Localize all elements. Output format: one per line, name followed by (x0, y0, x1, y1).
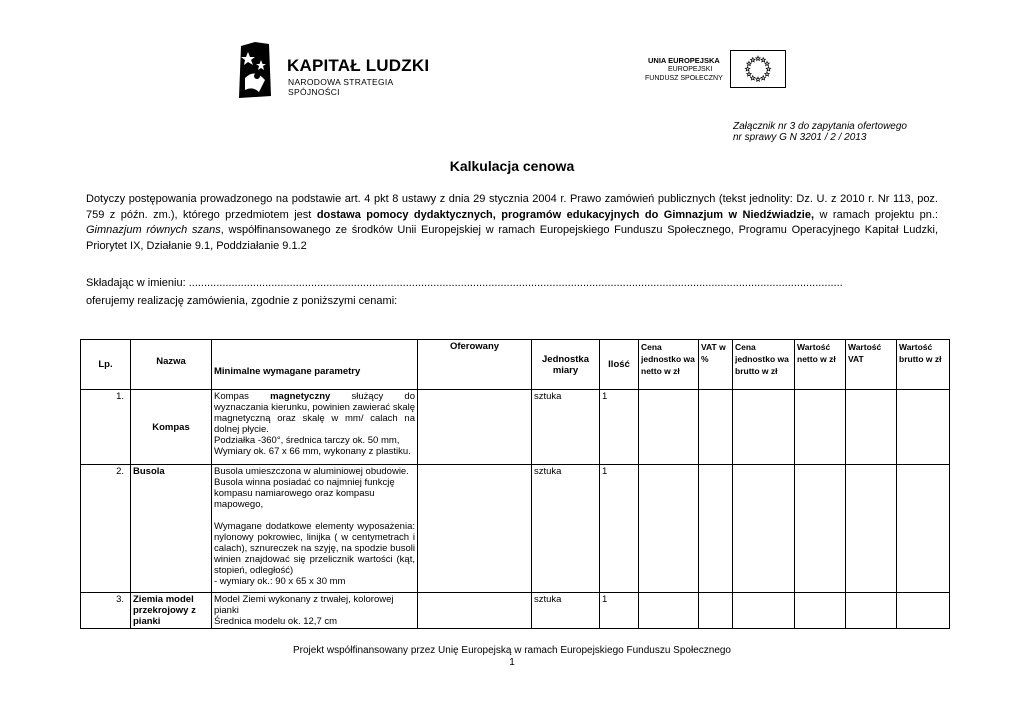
row-name: Kompas (131, 390, 212, 465)
vat-value-input-cell[interactable] (846, 465, 897, 593)
row-params-text-a: Model Ziemi wykonany z trwałej, kolorowej pianki (214, 594, 394, 616)
offered-input-cell[interactable] (418, 465, 532, 593)
eu-star-icon (761, 76, 765, 80)
eu-flag-icon (730, 50, 786, 88)
row-unit: sztuka (532, 593, 600, 629)
annex-note (733, 121, 907, 143)
row-qty: 1 (600, 593, 639, 629)
eu-line-2: EUROPEJSKI (668, 66, 713, 73)
header-lp: Lp. (81, 340, 131, 390)
annex-line-1: Załącznik nr 3 do zapytania ofertowego (733, 121, 907, 132)
page-number: 1 (509, 657, 515, 668)
row-params (212, 390, 418, 465)
row-params-text-c: - wymiary ok.: 90 x 65 x 30 mm (214, 576, 346, 587)
eu-logo (630, 50, 790, 90)
header-gross-price: Cena jednostko wa brutto w zł (733, 340, 795, 390)
table-row (81, 465, 950, 593)
annex-line-2: nr sprawy G N 3201 / 2 / 2013 (733, 132, 867, 143)
vat-pct-input-cell[interactable] (699, 390, 733, 465)
intro-part-1: Dotyczy postępowania prowadzonego na podstawie art. 4 pkt 8 ustawy z dnia 29 stycznia 2004 r. Prawo zamówień publicznych (tekst jednolity: Dz. U. z 2010 r. Nr 113, poz. 759 z późn. zm.), którego przedmiotem jest (86, 193, 938, 221)
net-value-input-cell[interactable] (795, 390, 846, 465)
row-qty: 1 (600, 390, 639, 465)
eu-star-icon (765, 72, 769, 76)
header-params: Minimalne wymagane parametry (212, 340, 418, 390)
eu-star-icon (751, 76, 755, 80)
row-unit: sztuka (532, 465, 600, 593)
document-title: Kalkulacja cenowa (449, 158, 575, 174)
header-offered: Oferowany (418, 340, 532, 390)
row-lp: 1. (81, 390, 131, 465)
row-name: Ziemia model przekrojowy z pianki (131, 593, 212, 629)
gross-price-input-cell[interactable] (733, 465, 795, 593)
row-lp: 2. (81, 465, 131, 593)
row-params-text-b: Wymagane dodatkowe elementy wyposażenia: nylonowy pokrowiec, linijka ( w centymetrach i calach), sznureczek na szyję, na spodzie busoli winien znajdować się przelicznik wartości (kąt, stopień, odległość) (214, 521, 415, 576)
logo-subtitle: NARODOWA STRATEGIA SPÓJNOŚCI (288, 77, 394, 97)
header-name: Nazwa (131, 340, 212, 390)
row-qty: 1 (600, 465, 639, 593)
eu-star-icon (765, 62, 769, 66)
table-row (81, 593, 950, 629)
row-params-text-b: służący do wyznaczania kierunku, powinien zawierać skalę magnetyczną oraz skalę w mm/ calach na dolnej płycie. (214, 391, 415, 435)
net-price-input-cell[interactable] (639, 390, 699, 465)
row-params-main (214, 391, 415, 435)
intro-part-2: w ramach projektu pn.: (814, 208, 938, 221)
header-unit: Jednostka miary (532, 340, 600, 390)
vat-value-input-cell[interactable] (846, 390, 897, 465)
eu-star-icon (751, 58, 755, 62)
eu-star-icon (747, 72, 751, 76)
row-params-text-a: Kompas (214, 391, 271, 402)
kapital-ludzki-logo (235, 40, 435, 102)
eu-star-icon (745, 67, 749, 71)
row-params-bold: magnetyczny (270, 391, 331, 402)
intro-subject: dostawa pomocy dydaktycznych, programów edukacyjnych do Gimnazjum w Niedźwiadzie, (316, 208, 815, 221)
eu-star-icon (766, 67, 770, 71)
logo-title: KAPITAŁ LUDZKI (287, 56, 430, 75)
vat-pct-input-cell[interactable] (699, 465, 733, 593)
kapital-ludzki-emblem-icon (235, 40, 275, 100)
eu-star-icon (747, 62, 751, 66)
vat-value-input-cell[interactable] (846, 593, 897, 629)
gross-price-input-cell[interactable] (733, 593, 795, 629)
gross-value-input-cell[interactable] (897, 390, 950, 465)
row-params (212, 593, 418, 629)
header-net-value: Wartość netto w zł (795, 340, 846, 390)
eu-star-icon (761, 58, 765, 62)
eu-line-1: UNIA EUROPEJSKA (648, 56, 720, 65)
gross-value-input-cell[interactable] (897, 593, 950, 629)
intro-part-3: , współfinansowanego ze środków Unii Europejskiej w ramach Europejskiego Funduszu Społecznego, Programu Operacyjnego Kapitał Ludzki, Priorytet IX, Działanie 9.1, Poddziałanie 9.1.2 (86, 224, 938, 252)
row-params-text-b: Średnica modelu ok. 12,7 cm (214, 616, 338, 627)
offer-line: oferujemy realizację zamówienia, zgodnie z poniższymi cenami: (86, 295, 398, 307)
eu-star-icon (756, 56, 760, 60)
intro-paragraph (86, 192, 938, 254)
row-unit: sztuka (532, 390, 600, 465)
offered-input-cell[interactable] (418, 390, 532, 465)
price-table (80, 339, 950, 629)
acting-on-behalf-line[interactable]: Składając w imieniu: ...................................................................................................................................................................................................................... (86, 277, 843, 289)
row-params (212, 465, 418, 593)
header-qty: Ilość (600, 340, 639, 390)
offered-input-cell[interactable] (418, 593, 532, 629)
row-name: Busola (131, 465, 212, 593)
table-header-row (81, 340, 950, 390)
net-price-input-cell[interactable] (639, 465, 699, 593)
row-lp: 3. (81, 593, 131, 629)
header-vat-value: Wartość VAT (846, 340, 897, 390)
net-value-input-cell[interactable] (795, 465, 846, 593)
vat-pct-input-cell[interactable] (699, 593, 733, 629)
header-gross-value: Wartość brutto w zł (897, 340, 950, 390)
footer-text: Projekt współfinansowany przez Unię Europejską w ramach Europejskiego Funduszu Społecznego (292, 645, 731, 656)
gross-value-input-cell[interactable] (897, 465, 950, 593)
row-params-text-a: Busola umieszczona w aluminiowej obudowie. Busola winna posiadać co najmniej funkcję kompasu namiarowego oraz kompasu mapowego, (214, 466, 409, 510)
eu-star-icon (756, 77, 760, 81)
net-value-input-cell[interactable] (795, 593, 846, 629)
gross-price-input-cell[interactable] (733, 390, 795, 465)
intro-project-name: Gimnazjum równych szans (86, 224, 221, 236)
eu-line-3: FUNDUSZ SPOŁECZNY (645, 75, 723, 82)
row-params-gap (214, 510, 415, 521)
header-net-price: Cena jednostko wa netto w zł (639, 340, 699, 390)
net-price-input-cell[interactable] (639, 593, 699, 629)
row-params-text-c: Podziałka -360°, średnica tarczy ok. 50 mm, Wymiary ok. 67 x 66 mm, wykonany z plastiku. (214, 435, 411, 457)
table-row (81, 390, 950, 465)
header-vat-pct: VAT w % (699, 340, 733, 390)
